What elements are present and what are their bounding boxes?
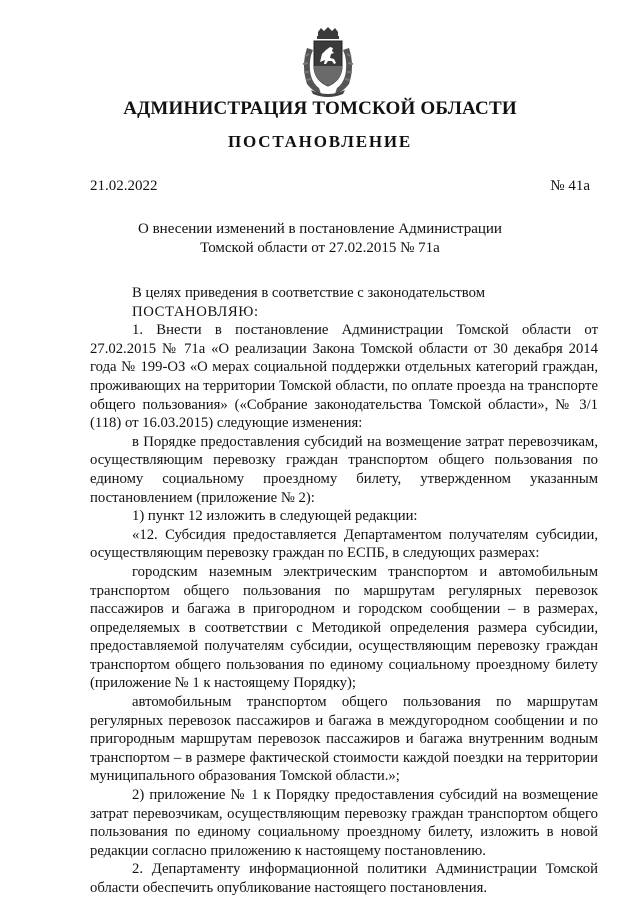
preamble-paragraph: В целях приведения в соответствие с законодательством bbox=[132, 285, 485, 301]
organization-title: АДМИНИСТРАЦИЯ ТОМСКОЙ ОБЛАСТИ bbox=[123, 98, 517, 119]
document-date: 21.02.2022 bbox=[90, 178, 158, 194]
body-paragraph: 1. Внести в постановление Администрации Томской области от 27.02.2015 № 71а «О реализации Закона Томской области от 30 декабря 2014 года № 199-ОЗ «О мерах социальной поддержки отдельных категорий граждан, проживающих на территории Томской области, по оплате проезда на транспорте общего пользования» («Собрание законодательства Томской области», № 3/1 (118) от 16.03.2015) следующие изменения: bbox=[90, 322, 598, 432]
body-paragraph: в Порядке предоставления субсидий на возмещение затрат перевозчикам, осуществляющим перевозку граждан транспортом общего пользования по единому социальному проездному билету, утвержденном указанным постановлением (приложение № 2): bbox=[90, 433, 598, 506]
resolution-word: ПОСТАНОВЛЯЮ: bbox=[132, 303, 259, 320]
document-type-title: ПОСТАНОВЛЕНИЕ bbox=[227, 132, 413, 151]
body-paragraph: автомобильным транспортом общего пользования по маршрутам регулярных перевозок пассажиров и багажа в междугородном сообщении и по пригородным маршрутам перевозок пассажиров и багажа внутренним водным транспортом – в размере фактической стоимости каждой поездки на территории муниципального образования Томской области.»; bbox=[90, 694, 598, 785]
body-paragraph: 2. Департаменту информационной политики Администрации Томской области обеспечить опубликование настоящего постановления. bbox=[90, 861, 598, 896]
body-paragraph: 2) приложение № 1 к Порядку предоставления субсидий на возмещение затрат перевозчикам, осуществляющим перевозку граждан транспортом общего пользования по единому социальному проездному билету, изложить в новой редакции согласно приложению к настоящему постановлению. bbox=[90, 787, 598, 859]
tomsk-oblast-coat-of-arms-icon bbox=[299, 26, 357, 98]
subject-line: Томской области от 27.02.2015 № 71а bbox=[200, 240, 440, 256]
document-number: № 41а bbox=[550, 178, 590, 194]
body-paragraph: 1) пункт 12 изложить в следующей редакции: bbox=[132, 508, 418, 525]
body-paragraph: городским наземным электрическим транспортом и автомобильным транспортом общего пользования по маршрутам регулярных перевозок пассажиров и багажа в пригородном и городском сообщении – в размерах, определяемых в соответствии с Методикой определения размера субсидии, предоставляемой получателям субсидии, осуществляющим перевозку граждан транспортом общего пользования по единому социальному проездному билету (приложение № 1 к настоящему Порядку); bbox=[90, 563, 598, 692]
body-paragraph: «12. Субсидия предоставляется Департаментом получателям субсидии, осуществляющим перевозку граждан по ЕСПБ, в следующих размерах: bbox=[90, 526, 598, 562]
document-subject bbox=[0, 220, 640, 258]
subject-line: О внесении изменений в постановление Администрации bbox=[138, 221, 502, 237]
document-body bbox=[90, 284, 598, 898]
